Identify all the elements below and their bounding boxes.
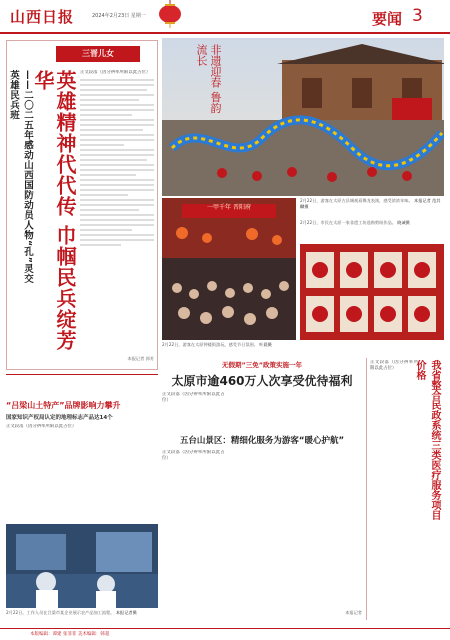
lantern-icon <box>150 0 190 28</box>
bottom-left-photo <box>6 524 158 608</box>
photo-calligraphy: 非遗迎春 鲁韵流长 <box>195 44 222 114</box>
center-story-tag: 无假期”三免”政策实施一年 <box>221 361 303 369</box>
story-kicker: 三晋儿女 <box>56 46 140 62</box>
story-byline: 本报记者 郭芳 <box>127 356 154 361</box>
crowd-street-image <box>162 198 296 340</box>
factory-workers-image <box>6 524 158 608</box>
story-body: 正文段落（因分辨率所限以此占位） <box>80 70 154 352</box>
small-photo <box>300 244 444 340</box>
mid-photo-caption: 2月22日，游客在太原钟楼街游玩，感受节日氛围。 叶晨摄 <box>162 342 272 347</box>
small-photo-caption: 2月22日，市民在太原一家非遗工坊选购剪纸作品。 晓诚摄 <box>300 220 410 225</box>
masthead: 山西日报 <box>10 8 75 26</box>
scenic-story-body: 正文段落（因分辨率所限以此占位） <box>162 450 225 462</box>
papercut-shop-image <box>300 244 444 340</box>
dateline: 2024年2月23日 星期一 <box>92 13 146 19</box>
center-story-headline: 太原市逾460万人次享受优待福利 <box>171 374 353 388</box>
story-deck: ——二〇二五年感动山西国防动员人物“孔”灵交英雄民兵班 <box>8 70 33 284</box>
top-photo-caption: 2月22日，游客在太原古县城观看舞龙表演，感受浓浓年味。 本报记者 范其麟摄 <box>300 198 441 209</box>
brand-story-body: 正文段落（因分辨率所限以此占位） <box>6 424 77 429</box>
column-divider <box>366 358 367 620</box>
section-rule <box>6 374 158 375</box>
center-story-body: 正文段落（因分辨率所限以此占位） <box>162 392 225 404</box>
mid-photo <box>162 198 296 340</box>
brand-story-subhead: 国家知识产权局认定的地理标志产品达14个 <box>6 415 113 421</box>
street-sign-text: 一甲千年 晋阳府 <box>207 204 251 211</box>
section-number: 3 <box>412 6 423 26</box>
footer-text: 本版编辑：谭建 张菲菲 美术编辑：韩超 <box>30 632 110 637</box>
right-column-body: 正文段落（因分辨率所限以此占位） <box>370 360 418 372</box>
top-photo <box>162 38 444 196</box>
bottom-left-caption: 2月22日，工作人员在吕梁市某企业展示农产品加工流程。 本报记者摄 <box>6 610 137 615</box>
scenic-story-headline: 五台山景区：精细化服务为游客“暖心护航” <box>179 436 345 446</box>
brand-story-headline: “吕梁山土特产”品牌影响力攀升 <box>6 401 121 410</box>
scenic-byline: 本报记者 <box>345 610 362 615</box>
story-headline: 英雄精神代代传 巾帼民兵绽芳华 <box>31 70 77 351</box>
right-vertical-headline: 我省整合民政系统三类医疗服务项目价格 <box>414 360 440 520</box>
page-footer <box>0 628 450 640</box>
section-name: 要闻 <box>372 10 403 28</box>
